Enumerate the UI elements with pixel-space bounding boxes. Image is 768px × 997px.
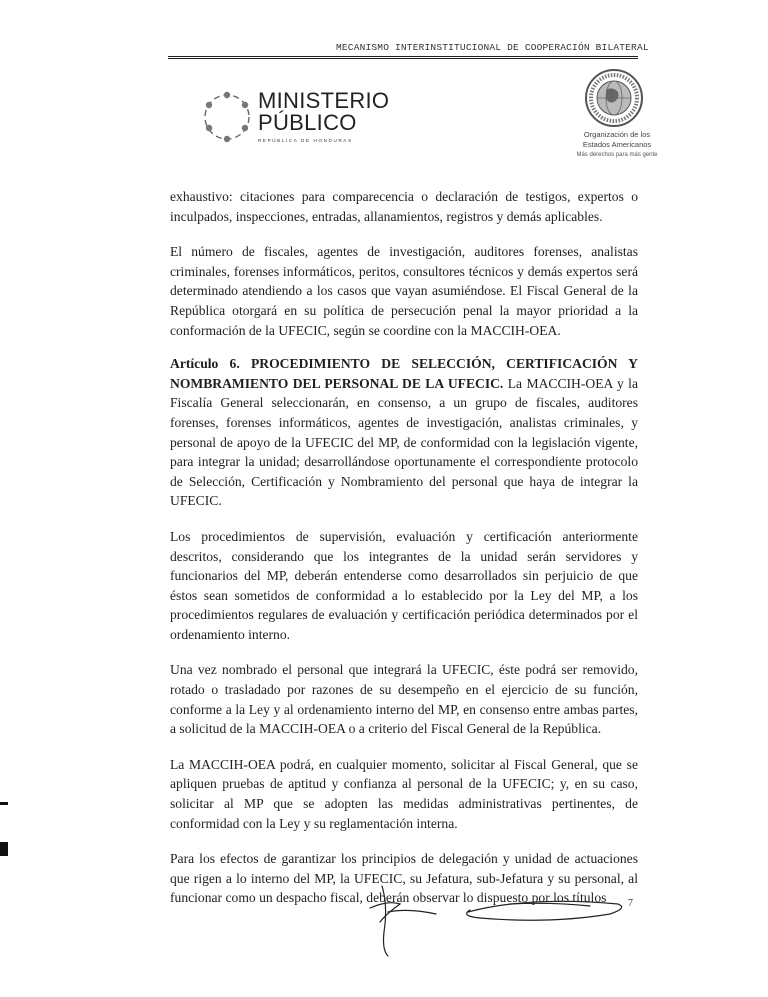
oas-line1: Organización de los bbox=[583, 130, 651, 139]
header-rule bbox=[168, 56, 638, 59]
signature-initials bbox=[360, 878, 660, 958]
mp-logo-subtitle: REPÚBLICA DE HONDURAS bbox=[258, 138, 353, 143]
oas-motto: Más derechos para más gente bbox=[576, 152, 658, 158]
running-header: MECANISMO INTERINSTITUCIONAL DE COOPERACIÓN BILATERAL bbox=[336, 42, 649, 53]
paragraph-6: La MACCIH-OEA podrá, en cualquier momento, solicitar al Fiscal General, que se apliquen pruebas de aptitud y confianza al personal de la UFECIC; y, en su caso, solicitar al MP que se adopten las medidas administrativas pertinentes, de conformidad con la Ley y su reglamentación interna. bbox=[170, 756, 638, 831]
page-number: 7 bbox=[628, 898, 633, 909]
article-6-text: La MACCIH-OEA y la Fiscalía General seleccionarán, en consenso, a un grupo de fiscales, auditores forenses, forenses informáticos, agentes de investigación, analistas criminales, y personal de apoyo de la UFECIC del MP, de conformidad con la legislación vigente, para integrar la unidad; desarrollándose oportunamente el correspondiente protocolo de Selección, Certificación y Nombramiento del personal que haya de integrar la UFECIC. bbox=[170, 375, 638, 509]
oas-caption bbox=[572, 130, 662, 160]
ministerio-publico-logo-icon bbox=[198, 88, 256, 146]
paragraph-5: Una vez nombrado el personal que integrará la UFECIC, éste podrá ser removido, rotado o trasladado por razones de su desempeño en el ejercicio de su función, conforme a la Ley y al ordenamiento interno del MP, en consenso entre ambas partes, a solicitud de la MACCIH-OEA o a criterio del Fiscal General de la República. bbox=[170, 662, 638, 737]
paragraph-1: exhaustivo: citaciones para comparecencia o declaración de testigos, expertos o inculpados, inspecciones, entradas, allanamientos, registros y demás aplicables. bbox=[170, 189, 638, 224]
paragraph-4: Los procedimientos de supervisión, evaluación y certificación anteriormente descritos, considerando que los integrantes de la unidad serán servidores y funcionarios del MP, deberán entenderse como desarrollados sin perjuicio de que éstos sean sometidos de conformidad a lo establecido por la Ley del MP, a los procedimientos regulares de evaluación y certificación periódica determinados por el ordenamiento interno. bbox=[170, 528, 638, 642]
scan-edge-mark bbox=[0, 842, 8, 856]
article-6-heading: Artículo 6. PROCEDIMIENTO DE SELECCIÓN, CERTIFICACIÓN Y NOMBRAMIENTO DEL PERSONAL DE LA UFECIC. bbox=[170, 356, 638, 391]
oas-seal-icon bbox=[584, 68, 644, 128]
mp-logo-wordmark bbox=[258, 90, 389, 134]
oas-line2: Estados Americanos bbox=[582, 140, 652, 149]
document-body bbox=[170, 187, 638, 924]
paragraph-7: Para los efectos de garantizar los principios de delegación y unidad de actuaciones que rigen a lo interno del MP, la UFECIC, su Jefatura, sub-Jefatura y su personal, al funcionar como un despacho fiscal, deberán observar lo dispuesto por los títulos bbox=[170, 851, 638, 906]
scan-edge-mark bbox=[0, 802, 8, 805]
mp-logo-line1: MINISTERIO bbox=[258, 88, 390, 113]
mp-logo-line2: PÚBLICO bbox=[258, 110, 357, 135]
paragraph-2: El número de fiscales, agentes de investigación, auditores forenses, analistas criminales, forenses informáticos, peritos, consultores técnicos y demás expertos será determinado atendiendo a los casos que vayan asumiéndose. El Fiscal General de la República otorgará en su política de persecución penal la mayor prioridad a la conformación de la UFECIC, según se coordine con la MACCIH-OEA. bbox=[170, 244, 638, 338]
article-6-paragraph bbox=[170, 354, 638, 511]
